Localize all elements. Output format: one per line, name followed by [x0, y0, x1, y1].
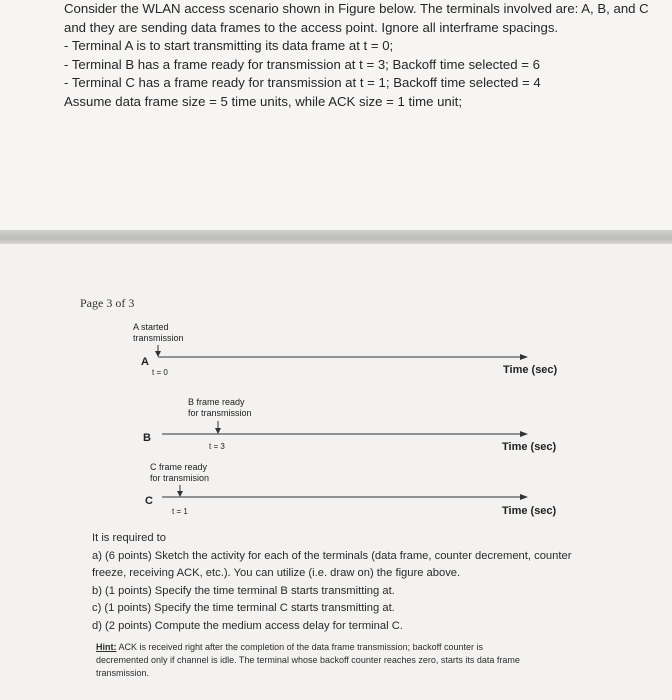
- a-note-line-1: A started: [133, 322, 169, 332]
- a-note-line-2: transmission: [133, 333, 184, 343]
- intro-line-1: Consider the WLAN access scenario shown in Figure below. The terminals involved are: A, B, and C: [64, 1, 649, 16]
- b-note-line-1: B frame ready: [188, 397, 245, 407]
- questions-block: [92, 530, 662, 636]
- c-note: [150, 462, 209, 484]
- question-b: b) (1 points) Specify the time terminal B starts transmitting at.: [92, 584, 395, 597]
- a-axis-arrowhead: [520, 354, 528, 360]
- c-time-label: t = 1: [172, 507, 188, 516]
- b-time-label: t = 3: [209, 442, 225, 451]
- b-axis-label: Time (sec): [502, 441, 557, 453]
- c-axis-label: Time (sec): [502, 505, 557, 517]
- hint-block: [96, 641, 656, 680]
- a-note: [133, 322, 184, 344]
- question-c: c) (1 points) Specify the time terminal C starts transmitting at.: [92, 602, 395, 615]
- question-a-line-2: freeze, receiving ACK, etc.). You can utilize (i.e. draw on) the figure above.: [92, 567, 461, 580]
- question-d: d) (2 points) Compute the medium access delay for terminal C.: [92, 619, 403, 632]
- b-axis-arrowhead: [520, 431, 528, 437]
- a-start-arrowhead: [155, 351, 161, 357]
- intro-line-5: - Terminal C has a frame ready for transmission at t = 1; Backoff time selected = 4: [64, 75, 541, 90]
- hint-line-3: transmission.: [96, 668, 150, 678]
- b-note-line-2: for transmission: [188, 408, 252, 418]
- hint-label: Hint:: [96, 642, 117, 652]
- page-number: Page 3 of 3: [80, 296, 135, 310]
- question-a-line-1: a) (6 points) Sketch the activity for each of the terminals (data frame, counter decrement, counter: [92, 549, 572, 562]
- a-axis-label: Time (sec): [503, 364, 558, 376]
- c-axis-arrowhead: [520, 494, 528, 500]
- intro-line-2: and they are sending data frames to the access point. Ignore all interframe spacings.: [64, 19, 559, 35]
- intro-line-6: Assume data frame size = 5 time units, while ACK size = 1 time unit;: [64, 93, 462, 109]
- hint-text-1: ACK is received right after the completion of the data frame transmission; backoff counter is: [116, 642, 484, 652]
- a-time-label: t = 0: [152, 368, 168, 377]
- terminal-a-label: A: [141, 356, 149, 368]
- intro-line-3: - Terminal A is to start transmitting its data frame at t = 0;: [64, 38, 394, 53]
- b-note: [188, 397, 252, 419]
- c-note-line-2: for transmision: [150, 473, 210, 483]
- terminal-c-label: C: [145, 495, 153, 507]
- terminal-b-label: B: [143, 432, 151, 444]
- hint-line-1: [96, 641, 656, 654]
- questions-lead: It is required to: [92, 532, 166, 544]
- c-note-line-1: C frame ready: [150, 462, 208, 472]
- hint-line-2: decremented only if channel is idle. The terminal whose backoff counter reaches zero, starts its data frame: [96, 655, 520, 665]
- c-ready-arrowhead: [177, 491, 183, 497]
- intro-line-4: - Terminal B has a frame ready for transmission at t = 3; Backoff time selected = 6: [64, 56, 540, 72]
- b-ready-arrowhead: [215, 428, 221, 434]
